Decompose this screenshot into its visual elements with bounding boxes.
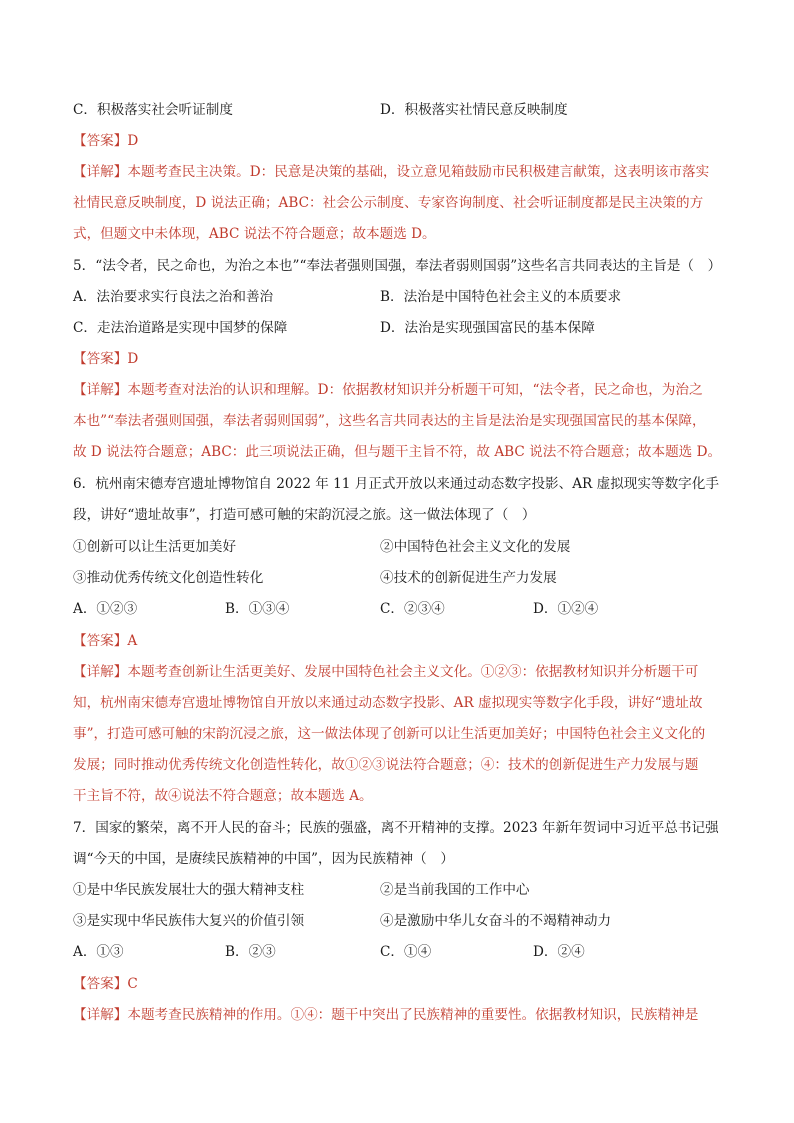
q6-detail-line-5: 干主旨不符，故④说法不符合题意；故本题选 A。 bbox=[73, 788, 373, 804]
q7-item-3: ③是实现中华民族伟大复兴的价值引领 bbox=[73, 913, 305, 929]
q6-option-c: C．②③④ bbox=[380, 601, 445, 617]
answer-tag: 【答案】 bbox=[73, 976, 128, 992]
q6-option-b: B．①③④ bbox=[225, 601, 290, 617]
q7-item-1: ①是中华民族发展壮大的强大精神支柱 bbox=[73, 882, 305, 898]
q6-item-2: ②中国特色社会主义文化的发展 bbox=[380, 539, 571, 555]
q5-detail-line-3: 故 D 说法符合题意；ABC：此三项说法正确，但与题干主旨不符，故 ABC 说法不符合题意；故本题选 D。 bbox=[73, 444, 722, 460]
answer-tag: 【答案】 bbox=[73, 133, 128, 149]
answer-tag: 【答案】 bbox=[73, 633, 128, 649]
q5-detail-line-1 bbox=[73, 380, 703, 400]
q5-stem: 5．“法令者，民之命也，为治之本也”“奉法者强则国强，奉法者弱则国弱”这些名言共同表达的主旨是（ ） bbox=[73, 258, 722, 274]
q6-stem-line-1: 6．杭州南宋德寿宫遗址博物馆自 2022 年 11 月正式开放以来通过动态数字投影、AR 虚拟现实等数字化手 bbox=[73, 476, 719, 492]
q6-stem-line-2: 段，讲好“遗址故事”，打造可感可触的宋韵沉浸之旅。这一做法体现了（ ） bbox=[73, 507, 536, 523]
q6-detail-line-4: 发展；同时推动优秀传统文化创造性转化，故①②③说法符合题意；④：技术的创新促进生产力发展与题 bbox=[73, 757, 699, 773]
q6-answer bbox=[73, 631, 137, 651]
answer-value: D bbox=[127, 351, 139, 367]
q5-detail-line-2: 本也”“奉法者强则国强，奉法者弱则国弱”，这些名言共同表达的主旨是法治是实现强国富民的基本保障， bbox=[73, 413, 706, 429]
q7-option-d: D．②④ bbox=[533, 944, 585, 960]
q7-item-2: ②是当前我国的工作中心 bbox=[380, 882, 530, 898]
answer-value: A bbox=[127, 633, 138, 649]
q4-option-d: D．积极落实社情民意反映制度 bbox=[380, 102, 568, 118]
q7-item-4: ④是激励中华儿女奋斗的不竭精神动力 bbox=[380, 913, 612, 929]
q5-option-b: B．法治是中国特色社会主义的本质要求 bbox=[380, 289, 622, 305]
q6-option-d: D．①②④ bbox=[533, 601, 599, 617]
q6-item-4: ④技术的创新促进生产力发展 bbox=[380, 570, 557, 586]
q4-detail-line-1 bbox=[73, 162, 709, 182]
q6-item-3: ③推动优秀传统文化创造性转化 bbox=[73, 570, 264, 586]
answer-value: D bbox=[127, 133, 139, 149]
q6-item-1: ①创新可以让生活更加美好 bbox=[73, 539, 237, 555]
q6-detail-line-2: 知，杭州南宋德寿宫遗址博物馆自开放以来通过动态数字投影、AR 虚拟现实等数字化手段，讲好“遗址故 bbox=[73, 695, 703, 711]
q5-option-a: A．法治要求实行良法之治和善治 bbox=[73, 289, 274, 305]
detail-text: 本题考查民主决策。D：民意是决策的基础，设立意见箱鼓励市民积极建言献策，这表明该市落实 bbox=[127, 164, 710, 180]
q7-option-b: B．②③ bbox=[225, 944, 276, 960]
q4-detail-line-2: 社情民意反映制度，D 说法正确；ABC：社会公示制度、专家咨询制度、社会听证制度都是民主决策的方 bbox=[73, 195, 704, 211]
detail-text: 本题考查对法治的认识和理解。D：依据教材知识并分析题干可知，“法令者，民之命也，为治之 bbox=[127, 382, 703, 398]
q6-option-a: A．①②③ bbox=[73, 601, 138, 617]
q4-detail-line-3: 式，但题文中未体现，ABC 说法不符合题意；故本题选 D。 bbox=[73, 226, 436, 242]
q5-option-d: D．法治是实现强国富民的基本保障 bbox=[380, 320, 595, 336]
q7-detail-line-1 bbox=[73, 1005, 698, 1025]
detail-tag: 【详解】 bbox=[73, 1007, 128, 1023]
q7-stem-line-1: 7．国家的繁荣，离不开人民的奋斗；民族的强盛，离不开精神的支撑。2023 年新年贺词中习近平总书记强 bbox=[73, 820, 719, 836]
q4-option-c: C．积极落实社会听证制度 bbox=[73, 102, 233, 118]
detail-text: 本题考查创新让生活更美好、发展中国特色社会主义文化。①②③：依据教材知识并分析题干可 bbox=[127, 664, 699, 680]
detail-tag: 【详解】 bbox=[73, 164, 128, 180]
answer-value: C bbox=[127, 976, 138, 992]
detail-tag: 【详解】 bbox=[73, 664, 128, 680]
q7-option-a: A．①③ bbox=[73, 944, 124, 960]
q6-detail-line-3: 事”，打造可感可触的宋韵沉浸之旅，这一做法体现了创新可以让生活更加美好；中国特色社会主义文化的 bbox=[73, 726, 706, 742]
q5-answer bbox=[73, 349, 138, 369]
q5-option-c: C．走法治道路是实现中国梦的保障 bbox=[73, 320, 288, 336]
q6-detail-line-1 bbox=[73, 662, 698, 682]
detail-text: 本题考查民族精神的作用。①④：题干中突出了民族精神的重要性。依据教材知识，民族精神是 bbox=[127, 1007, 699, 1023]
q7-option-c: C．①④ bbox=[380, 944, 432, 960]
answer-tag: 【答案】 bbox=[73, 351, 128, 367]
detail-tag: 【详解】 bbox=[73, 382, 128, 398]
q7-stem-line-2: 调“今天的中国，是赓续民族精神的中国”，因为民族精神（ ） bbox=[73, 851, 454, 867]
q7-answer bbox=[73, 974, 138, 994]
q4-answer bbox=[73, 131, 138, 151]
